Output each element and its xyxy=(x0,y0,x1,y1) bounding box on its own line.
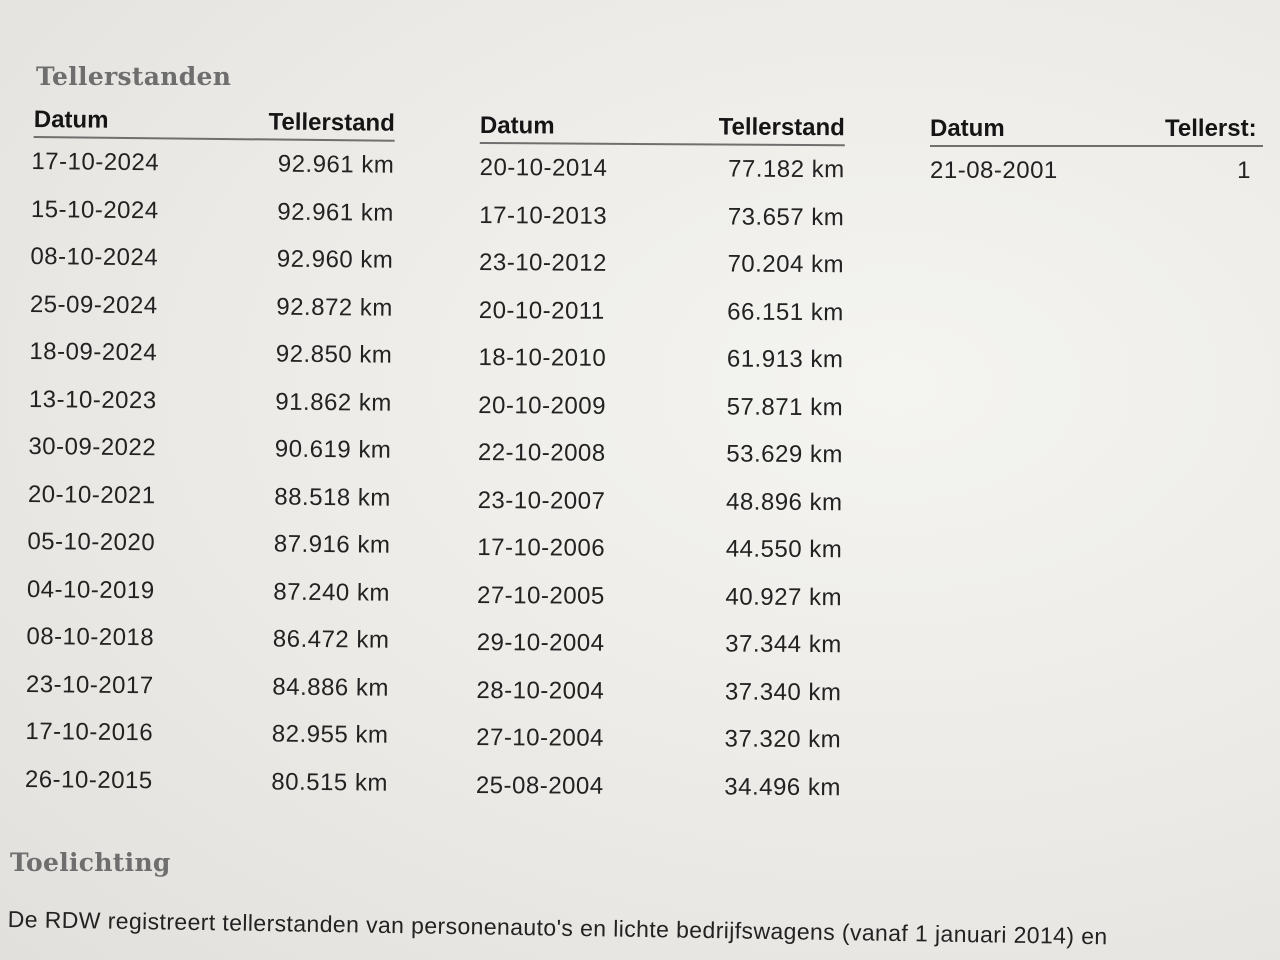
date-cell: 04-10-2019 xyxy=(26,575,155,604)
table-row xyxy=(479,239,844,289)
reading-cell: 92.850 km xyxy=(275,340,393,369)
table-row xyxy=(478,429,843,479)
table-row xyxy=(27,565,390,616)
table-row xyxy=(25,708,388,759)
explanation-section-title: Toelichting xyxy=(10,848,171,877)
date-cell: 27-10-2005 xyxy=(476,581,605,610)
reading-cell: 90.619 km xyxy=(274,435,392,464)
date-cell: 23-10-2012 xyxy=(478,248,607,277)
reading-cell: 61.913 km xyxy=(726,345,844,374)
date-cell: 25-08-2004 xyxy=(475,771,604,800)
date-cell: 20-10-2011 xyxy=(478,296,605,325)
readings-table-2 xyxy=(476,110,845,811)
date-cell: 20-10-2021 xyxy=(27,480,156,509)
table-row xyxy=(476,714,841,764)
date-cell: 23-10-2017 xyxy=(25,670,154,699)
reading-cell: 80.515 km xyxy=(271,768,389,797)
date-cell: 20-10-2014 xyxy=(479,153,608,182)
reading-cell: 87.240 km xyxy=(273,578,391,607)
date-column-header: Datum xyxy=(479,111,555,140)
table-body xyxy=(476,144,845,811)
date-cell: 17-10-2006 xyxy=(477,533,606,562)
reading-cell: 84.886 km xyxy=(272,673,390,702)
date-cell: 27-10-2004 xyxy=(476,723,605,752)
table-row xyxy=(480,144,845,194)
table-body xyxy=(930,147,1263,195)
table-row xyxy=(479,191,844,241)
table-row xyxy=(478,381,843,431)
table-header xyxy=(34,104,395,142)
date-cell: 18-09-2024 xyxy=(29,337,158,367)
reading-cell: 37.340 km xyxy=(724,678,842,706)
date-cell: 26-10-2015 xyxy=(24,765,153,794)
reading-cell: 57.871 km xyxy=(726,393,844,421)
reading-cell: 82.955 km xyxy=(271,720,389,749)
date-cell: 18-10-2010 xyxy=(478,343,607,372)
table-row xyxy=(31,138,394,189)
table-row xyxy=(476,666,841,716)
reading-column-header: Tellerstand xyxy=(268,108,395,137)
reading-cell: 37.344 km xyxy=(725,630,842,659)
table-row xyxy=(30,233,393,284)
reading-cell: 40.927 km xyxy=(725,583,843,611)
reading-cell: 92.872 km xyxy=(276,293,394,322)
table-row xyxy=(477,619,842,669)
reading-cell: 87.916 km xyxy=(273,530,391,559)
table-row xyxy=(477,571,842,621)
reading-cell: 86.472 km xyxy=(272,625,390,654)
reading-cell: 73.657 km xyxy=(727,203,845,231)
table-row xyxy=(29,328,392,379)
table-row xyxy=(31,185,394,236)
explanation-paragraph: De RDW registreert tellerstanden van personenauto's en lichte bedrijfswagens (vanaf 1 januari 2014) en xyxy=(7,906,1108,950)
date-cell: 21-08-2001 xyxy=(930,157,1058,184)
date-cell: 17-10-2016 xyxy=(25,717,154,747)
table-header xyxy=(480,110,845,146)
date-cell: 15-10-2024 xyxy=(30,195,159,224)
table-row xyxy=(930,147,1263,195)
table-row xyxy=(478,334,843,384)
date-cell: 13-10-2023 xyxy=(28,385,157,414)
table-row xyxy=(30,280,393,331)
readings-table-3 xyxy=(930,113,1263,195)
date-cell: 08-10-2018 xyxy=(26,622,155,652)
table-row xyxy=(28,470,391,521)
date-cell: 23-10-2007 xyxy=(477,486,606,515)
date-column-header: Datum xyxy=(930,115,1005,142)
table-body xyxy=(25,138,395,807)
table-row xyxy=(29,375,392,426)
date-cell: 08-10-2024 xyxy=(30,242,159,272)
date-cell: 29-10-2004 xyxy=(476,628,605,657)
table-row xyxy=(477,476,842,526)
reading-cell: 88.518 km xyxy=(274,483,392,512)
reading-cell: 91.862 km xyxy=(275,388,393,417)
date-cell: 20-10-2009 xyxy=(478,391,607,420)
date-cell: 17-10-2013 xyxy=(479,201,608,230)
reading-cell: 48.896 km xyxy=(725,488,843,516)
readings-table-1 xyxy=(24,104,395,807)
date-cell: 22-10-2008 xyxy=(477,438,606,467)
date-cell: 28-10-2004 xyxy=(476,676,605,705)
reading-column-header: Tellerstand xyxy=(718,113,845,142)
date-cell: 30-09-2022 xyxy=(28,432,157,462)
table-header xyxy=(930,113,1263,147)
reading-cell: 92.960 km xyxy=(276,245,394,274)
table-row xyxy=(476,761,841,811)
reading-cell: 44.550 km xyxy=(725,535,843,564)
reading-cell: 92.961 km xyxy=(277,150,395,179)
readings-section-title: Tellerstanden xyxy=(36,62,232,91)
reading-cell: 92.961 km xyxy=(277,198,395,227)
reading-cell: 70.204 km xyxy=(727,250,845,279)
date-cell: 05-10-2020 xyxy=(27,527,156,557)
table-row xyxy=(477,524,842,574)
reading-cell: 66.151 km xyxy=(727,298,844,326)
table-row xyxy=(26,613,389,664)
table-row xyxy=(28,423,391,474)
reading-cell: 53.629 km xyxy=(726,440,843,469)
reading-cell: 37.320 km xyxy=(724,725,842,754)
reading-cell: 77.182 km xyxy=(727,155,845,184)
table-row xyxy=(479,286,844,336)
date-column-header: Datum xyxy=(33,105,109,134)
table-row xyxy=(26,660,389,711)
table-row xyxy=(25,755,388,806)
date-cell: 17-10-2024 xyxy=(31,147,160,177)
table-row xyxy=(27,518,390,569)
reading-cell: 34.496 km xyxy=(724,773,841,801)
reading-column-header: Tellerst: xyxy=(1165,115,1257,142)
date-cell: 25-09-2024 xyxy=(29,290,158,319)
reading-cell: 1 xyxy=(1237,157,1251,184)
